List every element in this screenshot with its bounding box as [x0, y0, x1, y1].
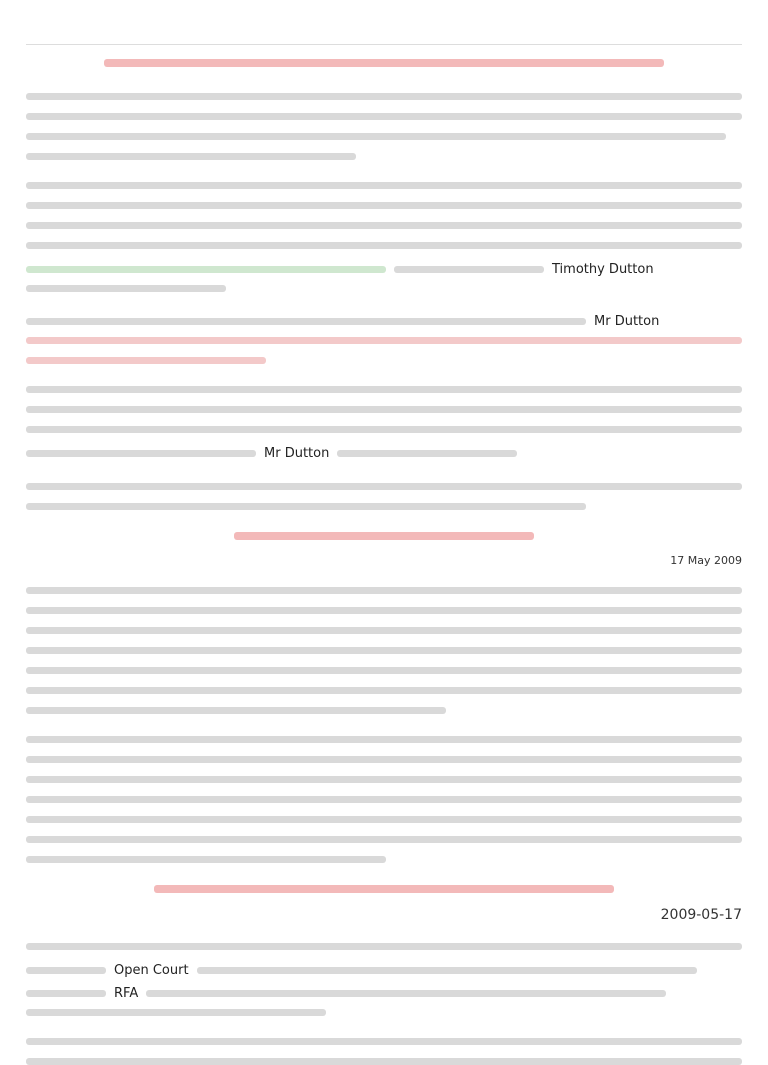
article-1-paragraph: [26, 386, 742, 461]
latin-term: Open Court: [114, 963, 189, 978]
article-3-paragraph: [26, 1038, 742, 1065]
article-1-paragraph: [26, 182, 742, 292]
latin-term: Mr Dutton: [264, 446, 330, 461]
article-2-headline[interactable]: [26, 532, 742, 540]
article-3-headline[interactable]: [26, 885, 742, 893]
article-1-paragraph: [26, 314, 742, 364]
article-1-paragraph: [26, 93, 742, 160]
article-2-paragraph: [26, 736, 742, 863]
article-1-paragraph: [26, 483, 742, 510]
latin-term: RFA: [114, 986, 139, 1001]
article-2-paragraph: [26, 587, 742, 714]
top-divider: [26, 44, 742, 45]
latin-term: Mr Dutton: [594, 314, 660, 329]
article-2-date: 17 May 2009: [670, 554, 742, 567]
article-3-paragraph: [26, 943, 742, 1016]
article-1-headline[interactable]: [26, 59, 742, 67]
article-3-date: 2009-05-17: [660, 907, 742, 923]
latin-term: Timothy Dutton: [552, 262, 654, 277]
